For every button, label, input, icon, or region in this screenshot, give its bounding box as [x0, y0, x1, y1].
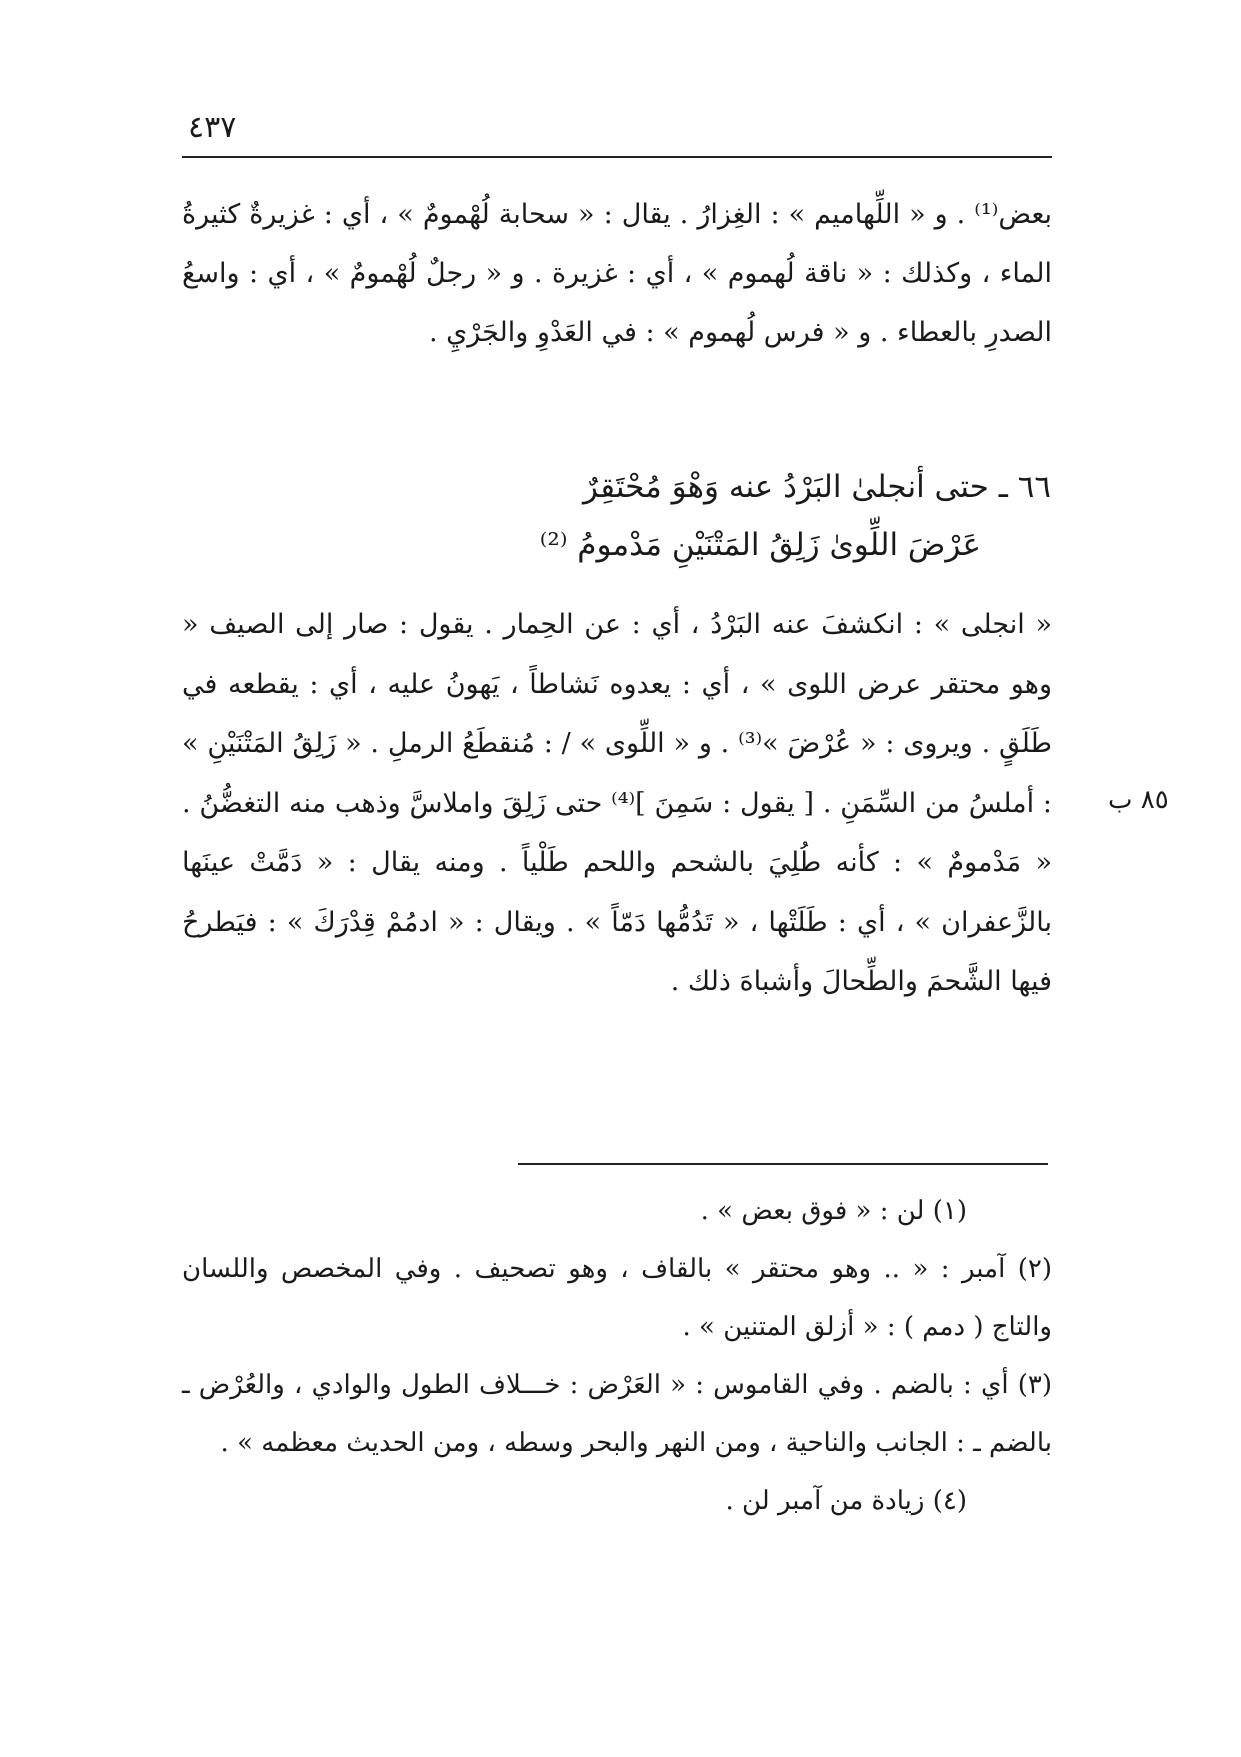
margin-folio-note: ٨٥ ب	[1108, 785, 1169, 815]
commentary	[182, 595, 1052, 1012]
verse-line-1: ٦٦ ـ حتى أنجلىٰ البَرْدُ عنه وَهْوَ مُحْتَقِرٌ	[583, 469, 1051, 505]
footnote-4: (٤) زيادة من آمبر لن .	[725, 1486, 967, 1516]
footnotes	[182, 1182, 1052, 1530]
footnote-rule	[518, 1163, 1048, 1165]
verse-line-2: عَرْضَ اللِّوىٰ زَلِقُ المَتْنَيْنِ مَدْمومُ ⁽²⁾	[539, 527, 981, 563]
main-paragraph: بعض⁽¹⁾ . و « اللِّهاميم » : الغِزارُ . يقال : « سحابة لُهْمومٌ » ، أي : غزيرةٌ كثيرةُ الماء ، وكذلك : « ناقة لُهموم » ، أي : غزيرة . و « رجلٌ لُهْمومٌ » ، أي : واسعُ الصدرِ بالعطاء . و « فرس لُهموم » : في العَدْوِ والجَرْيِ .	[182, 199, 1052, 348]
footnote-2: (٢) آمبر : « .. وهو محتقر » بالقاف ، وهو تصحيف . وفي المخصص واللسان والتاج ( دمم ) : « أزلق المتنين » .	[182, 1254, 1052, 1342]
header-rule	[182, 156, 1052, 158]
footnote-3: (٣) أي : بالضم . وفي القاموس : « العَرْض : خـــلاف الطول والوادي ، والعُرْض ـ بالضم ـ : الجانب والناحية ، ومن النهر والبحر وسطه ، ومن الحديث معظمه » .	[182, 1370, 1052, 1458]
page-number: ٤٣٧	[188, 110, 237, 145]
main-text	[182, 185, 1052, 362]
footnote-1: (١) لن : « فوق بعض » .	[700, 1196, 967, 1226]
commentary-paragraph: « انجلى » : انكشفَ عنه البَرْدُ ، أي : عن الحِمار . يقول : صار إلى الصيف « وهو محتقر عرض اللوى » ، أي : يعدوه نَشاطاً ، يَهونُ عليه ، أي : يقطعه في طَلَقٍ . ويروى : « عُرْضَ »⁽³⁾ . و « اللِّوى » / : مُنقطَعُ الرملِ . « زَلِقُ المَتْنَيْنِ » : أملسُ من السِّمَنِ . [ يقول : سَمِنَ ]⁽⁴⁾ حتى زَلِقَ واملاسَّ وذهب منه التغضُّنُ . « مَدْمومٌ » : كأنه طُلِيَ بالشحم واللحم طَلْياً . ومنه يقال : « دَمَّتْ عينَها بالزَّعفران » ، أي : طَلَتْها ، « تَدُمُّها دَمّاً » . ويقال : « ادمُمْ قِدْرَكَ » : فيَطرحُ فيها الشَّحمَ والطِّحالَ وأشباهَ ذلك .	[182, 609, 1053, 997]
